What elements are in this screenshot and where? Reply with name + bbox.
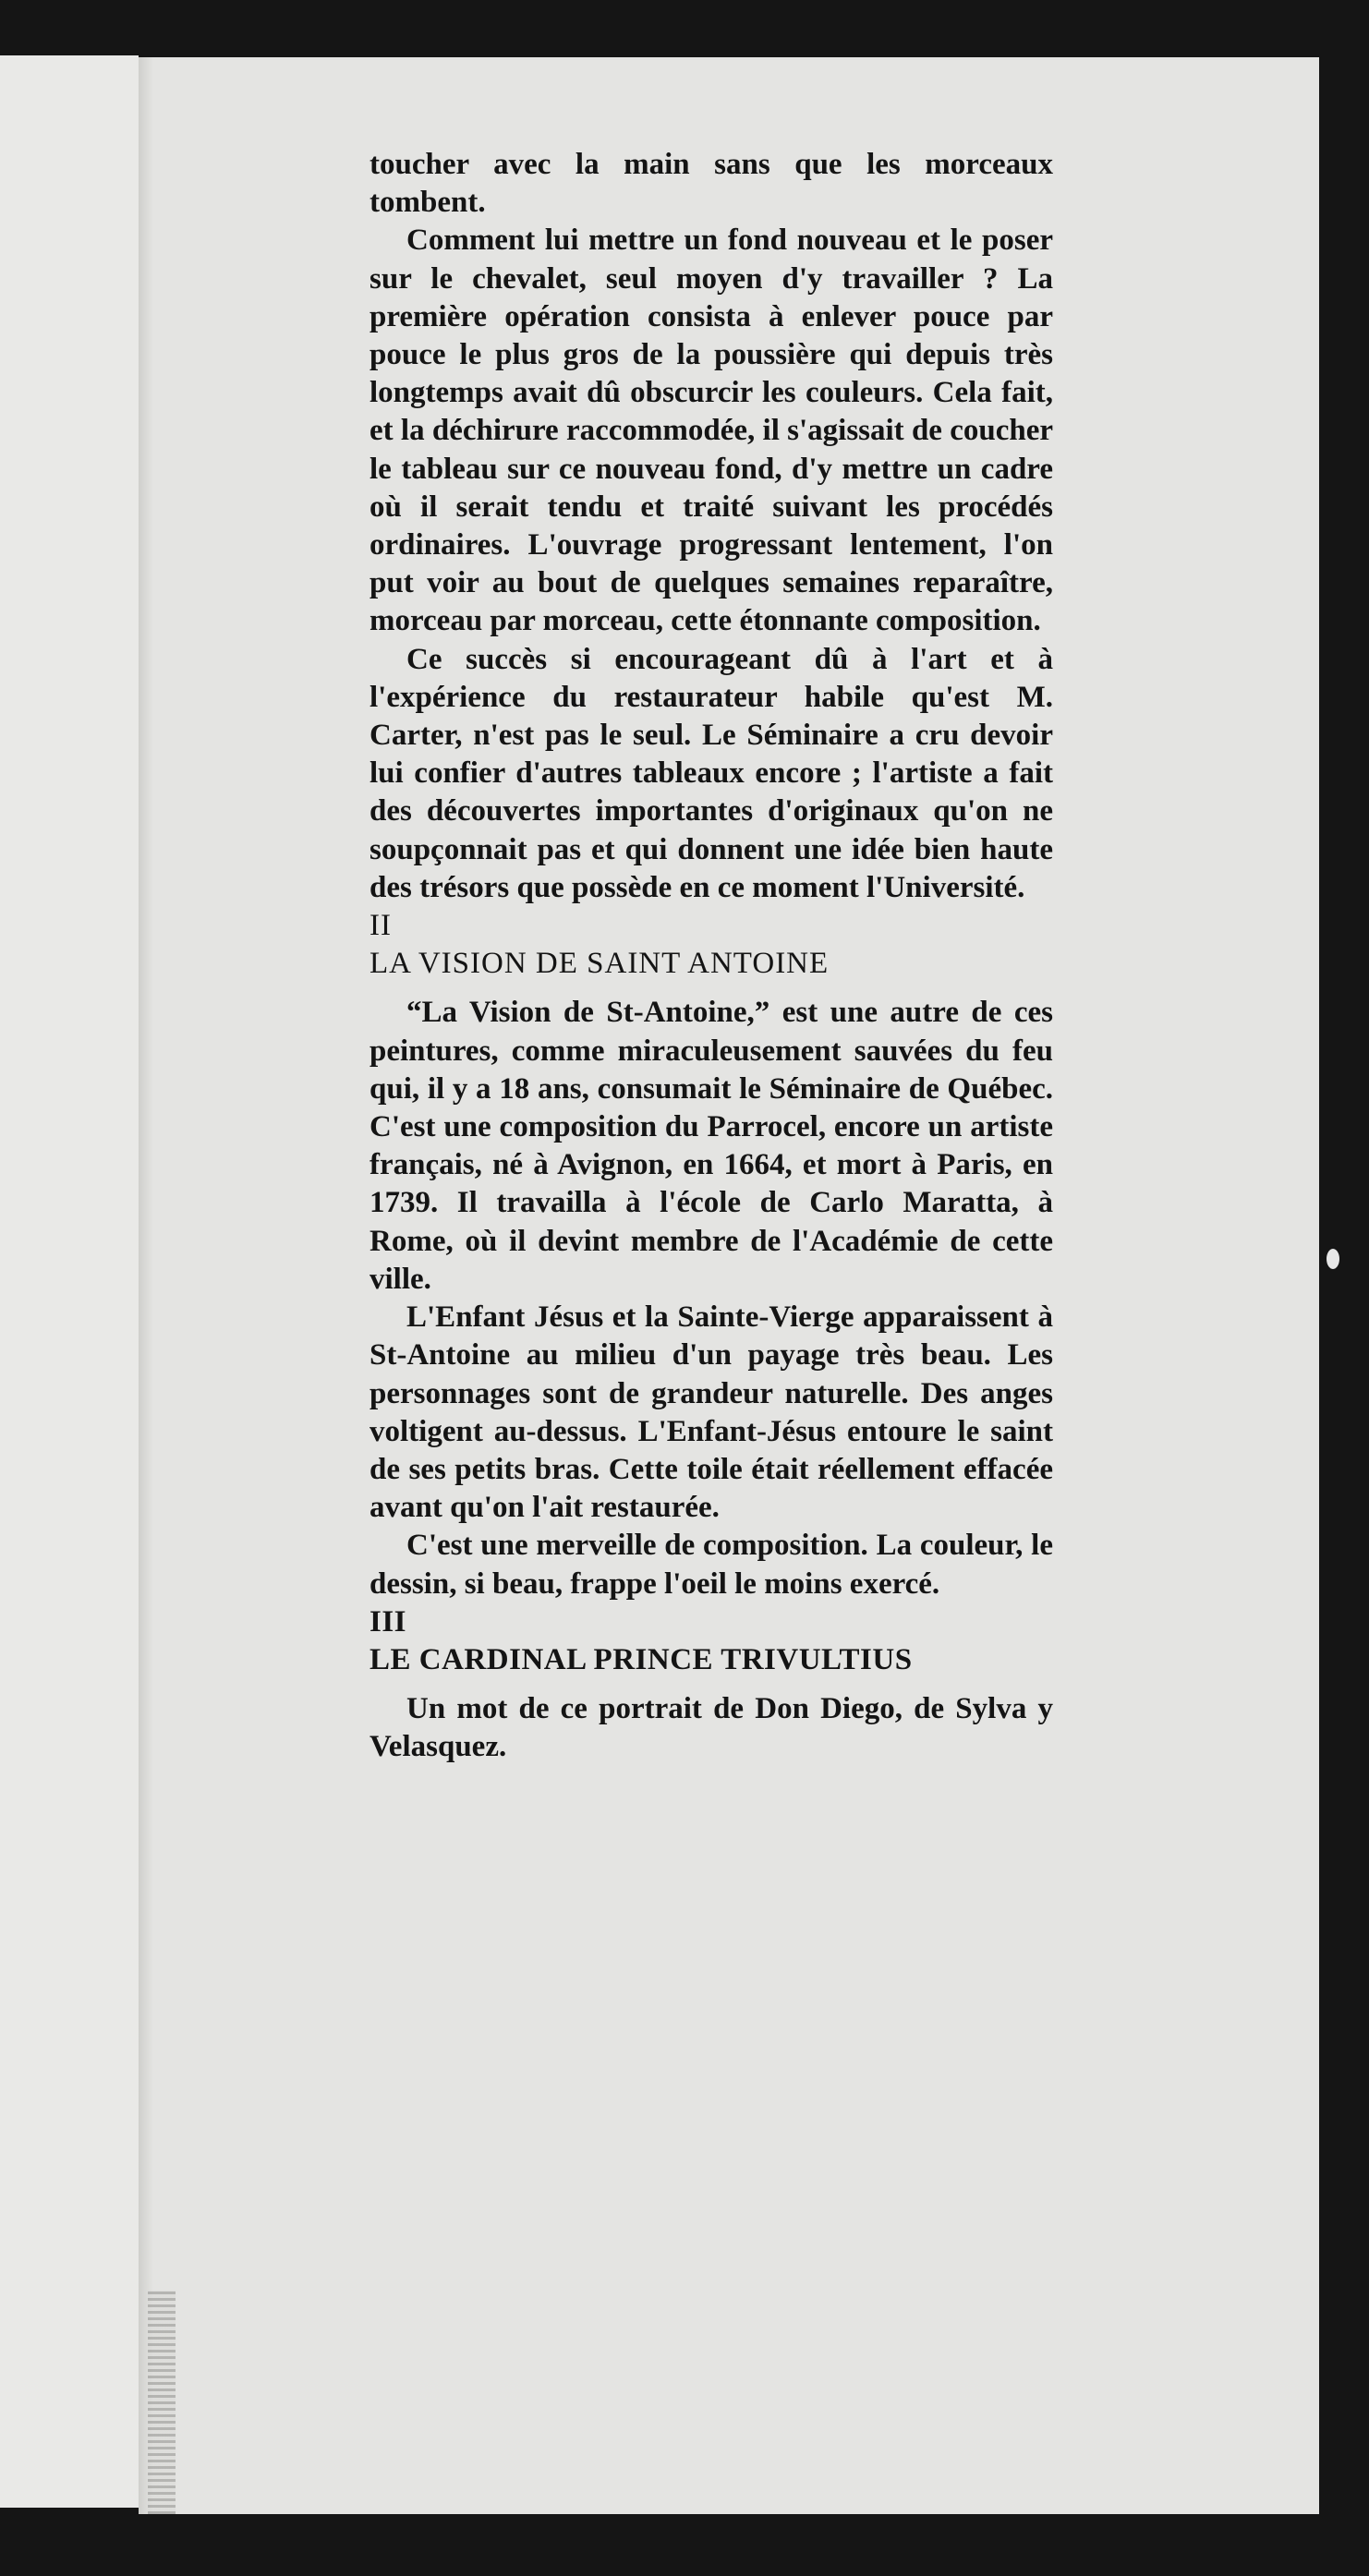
scan-left-margin	[0, 55, 139, 2508]
article-text-column	[370, 146, 1053, 1767]
paragraph-restoration: Comment lui mettre un fond nouveau et le poser sur le chevalet, seul moyen d'y travailler ? La première opération consista à enlever pouce par pouce le plus gros de la poussière qui depuis très longtemps avait dû obscurcir les couleurs. Cela fait, et la déchirure raccommodée, il s'agissait de coucher le tableau sur ce nouveau fond, d'y mettre un cadre où il serait tendu et traité suivant les procédés ordinaires. L'ouvrage progressant lentement, l'on put voir au bout de quelques semaines reparaître, morceau par morceau, cette étonnante composition.	[370, 224, 1053, 638]
scan-artifact-dot	[1327, 1249, 1339, 1269]
paragraph-vision-praise: C'est une merveille de composition. La couleur, le dessin, si beau, frappe l'oeil le moins exercé.	[370, 1529, 1053, 1601]
section-numeral-2: II	[370, 909, 392, 943]
paragraph-vision-description: L'Enfant Jésus et la Sainte-Vierge apparaissent à St-Antoine au milieu d'un payage très beau. Les personnages sont de grandeur naturelle. Des anges voltigent au-dessus. L'Enfant-Jésus entoure le saint de ses petits bras. Cette toile était réellement effacée avant qu'on l'ait restaurée.	[370, 1300, 1053, 1525]
page-left-edge-shadow	[139, 57, 153, 2514]
paragraph-success: Ce succès si encourageant dû à l'art et à l'expérience du restaurateur habile qu'est M. Carter, n'est pas le seul. Le Séminaire a cru devoir lui confier d'autres tableaux encore ; l'artiste a fait des découvertes importantes d'originaux qu'on ne soupçonnait pas et qui donnent une idée bien haute des trésors que possède en ce moment l'Université.	[370, 642, 1053, 904]
section-numeral-3: III	[370, 1604, 407, 1639]
section-gap	[370, 1679, 1053, 1690]
page-binding-edge	[148, 2291, 176, 2514]
paragraph-continuation: toucher avec la main sans que les morceaux tombent.	[370, 148, 1053, 220]
section-title-cardinal-trivultius: LE CARDINAL PRINCE TRIVULTIUS	[370, 1642, 913, 1676]
paragraph-portrait: Un mot de ce portrait de Don Diego, de Sylva y Velasquez.	[370, 1692, 1053, 1764]
paragraph-vision-intro: “La Vision de St-Antoine,” est une autre de ces peintures, comme miraculeusement sauvées du feu qui, il y a 18 ans, consumait le Séminaire de Québec. C'est une composition du Parrocel, encore un artiste français, né à Avignon, en 1664, et mort à Paris, en 1739. Il travailla à l'école de Carlo Maratta, à Rome, où il devint membre de l'Académie de cette ville.	[370, 996, 1053, 1296]
section-title-vision-saint-antoine: LA VISION DE SAINT ANTOINE	[370, 947, 830, 981]
section-gap	[370, 983, 1053, 994]
